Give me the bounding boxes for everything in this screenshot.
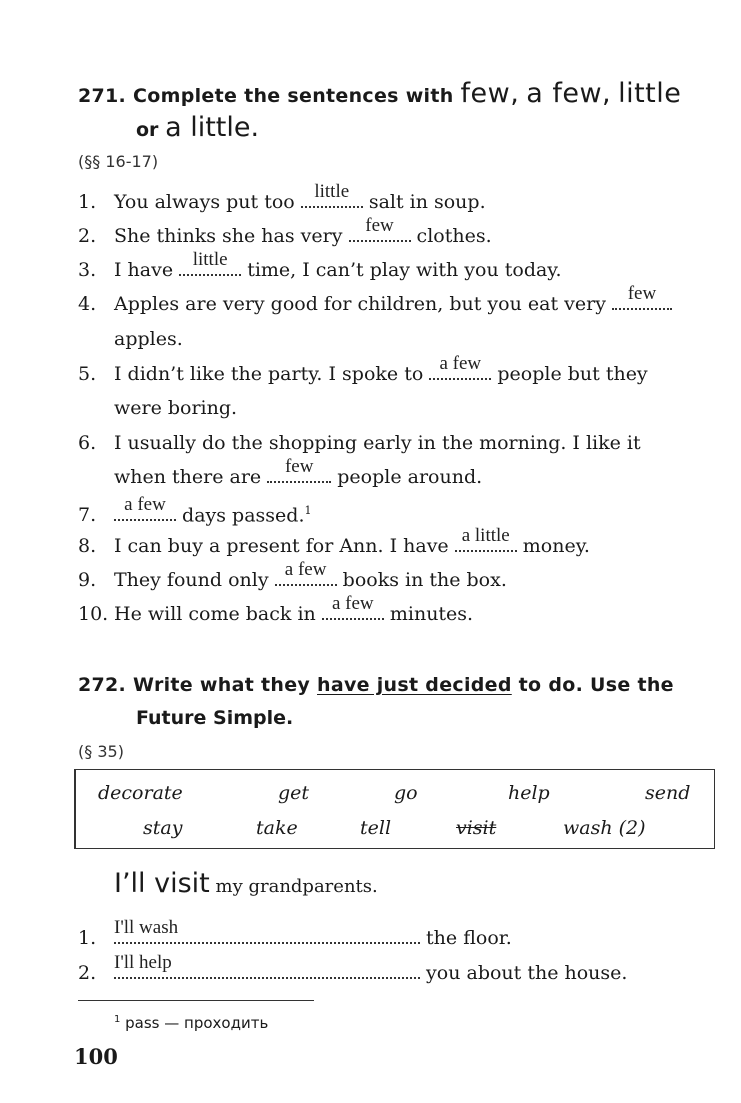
sentence-5: 5. I didn’t like the party. I spoke to a few people but they (78, 353, 648, 385)
answer-blank[interactable] (114, 952, 420, 979)
word: go (394, 782, 418, 804)
grammar-reference: (§ 35) (78, 742, 124, 761)
handwritten-answer: a little (461, 525, 510, 546)
footnote-mark: 1 (304, 504, 312, 517)
word-or: or (136, 119, 159, 141)
word-a-few: a few, (526, 78, 612, 109)
exercise-272-heading: 272. Write what they have just decided to do. Use the (78, 674, 674, 696)
crossed-out-word: visit (456, 817, 497, 839)
grammar-reference: (§§ 16-17) (78, 152, 159, 171)
underlined-phrase: have just decided (317, 674, 512, 696)
handwritten-answer: few (627, 283, 657, 304)
sentence-2: 2. She thinks she has very few clothes. (78, 215, 492, 247)
sentence-6-continued: when there are few people around. (114, 456, 483, 488)
word: decorate (98, 782, 183, 804)
answer-blank[interactable] (612, 283, 672, 310)
answer-line-2: 2. I'll help you about the house. (78, 952, 628, 984)
sentence-3: 3. I have little time, I can’t play with you today. (78, 249, 562, 281)
answer-line-1: 1. I'll wash the floor. (78, 917, 512, 949)
answer-blank[interactable] (429, 353, 491, 380)
word-a-little: a little (165, 112, 251, 143)
word: take (256, 817, 298, 839)
word: get (278, 782, 310, 804)
sentence-9: 9. They found only a few books in the box. (78, 559, 507, 591)
answer-blank[interactable] (322, 593, 384, 620)
sentence-4-continued: apples. (114, 328, 183, 350)
answer-blank[interactable] (275, 559, 337, 586)
sentence-7: 7. a few days passed.$^1$ (78, 494, 312, 527)
page-number: 100 (74, 1044, 118, 1069)
exercise-271-heading (78, 78, 681, 109)
footnote: $^1$ pass — проходить (114, 1014, 269, 1032)
exercise-271-heading-line2: or a little. (136, 112, 260, 143)
handwritten-answer: a few (439, 353, 482, 374)
sentence-10: 10. He will come back in a few minutes. (78, 593, 474, 625)
handwritten-answer: few (284, 456, 314, 477)
sentence-4: 4. Apples are very good for children, but you eat very few (78, 292, 716, 316)
word: tell (360, 817, 392, 839)
exercise-number: 271. (78, 85, 127, 107)
word: stay (143, 817, 183, 839)
handwritten-answer: a few (284, 559, 327, 580)
sentence-8: 8. I can buy a present for Ann. I have a little money. (78, 525, 590, 557)
answer-blank[interactable] (179, 249, 241, 276)
word-box (74, 769, 715, 849)
answer-blank[interactable] (455, 525, 517, 552)
exercise-number: 272. (78, 674, 127, 696)
sentence-5-continued: were boring. (114, 397, 238, 419)
sentence-6: 6. I usually do the shopping early in the morning. I like it (78, 432, 641, 454)
example-sentence: I’ll visit my grandparents. (114, 868, 378, 899)
handwritten-answer: I'll wash (114, 917, 179, 938)
handwritten-answer: a few (124, 494, 166, 516)
answer-blank[interactable] (267, 456, 331, 483)
word-little: little (618, 78, 682, 109)
exercise-272-heading-line2: Future Simple. (136, 707, 294, 729)
word: help (508, 782, 550, 804)
answer-blank[interactable] (349, 215, 411, 242)
answer-blank[interactable] (301, 181, 363, 208)
word: wash (2) (563, 817, 646, 839)
handwritten-answer: little (192, 249, 228, 270)
handwritten-answer: a few (331, 593, 374, 614)
word: send (645, 782, 691, 804)
sentence-1: 1. You always put too little salt in soup. (78, 181, 486, 213)
footnote-divider (78, 1000, 314, 1001)
word-few: few, (460, 78, 520, 109)
answer-blank[interactable] (114, 494, 176, 521)
handwritten-answer: few (365, 215, 394, 236)
handwritten-answer: little (314, 181, 350, 202)
handwritten-answer: I'll help (114, 952, 172, 973)
heading-text: Complete the sentences with (133, 85, 454, 107)
